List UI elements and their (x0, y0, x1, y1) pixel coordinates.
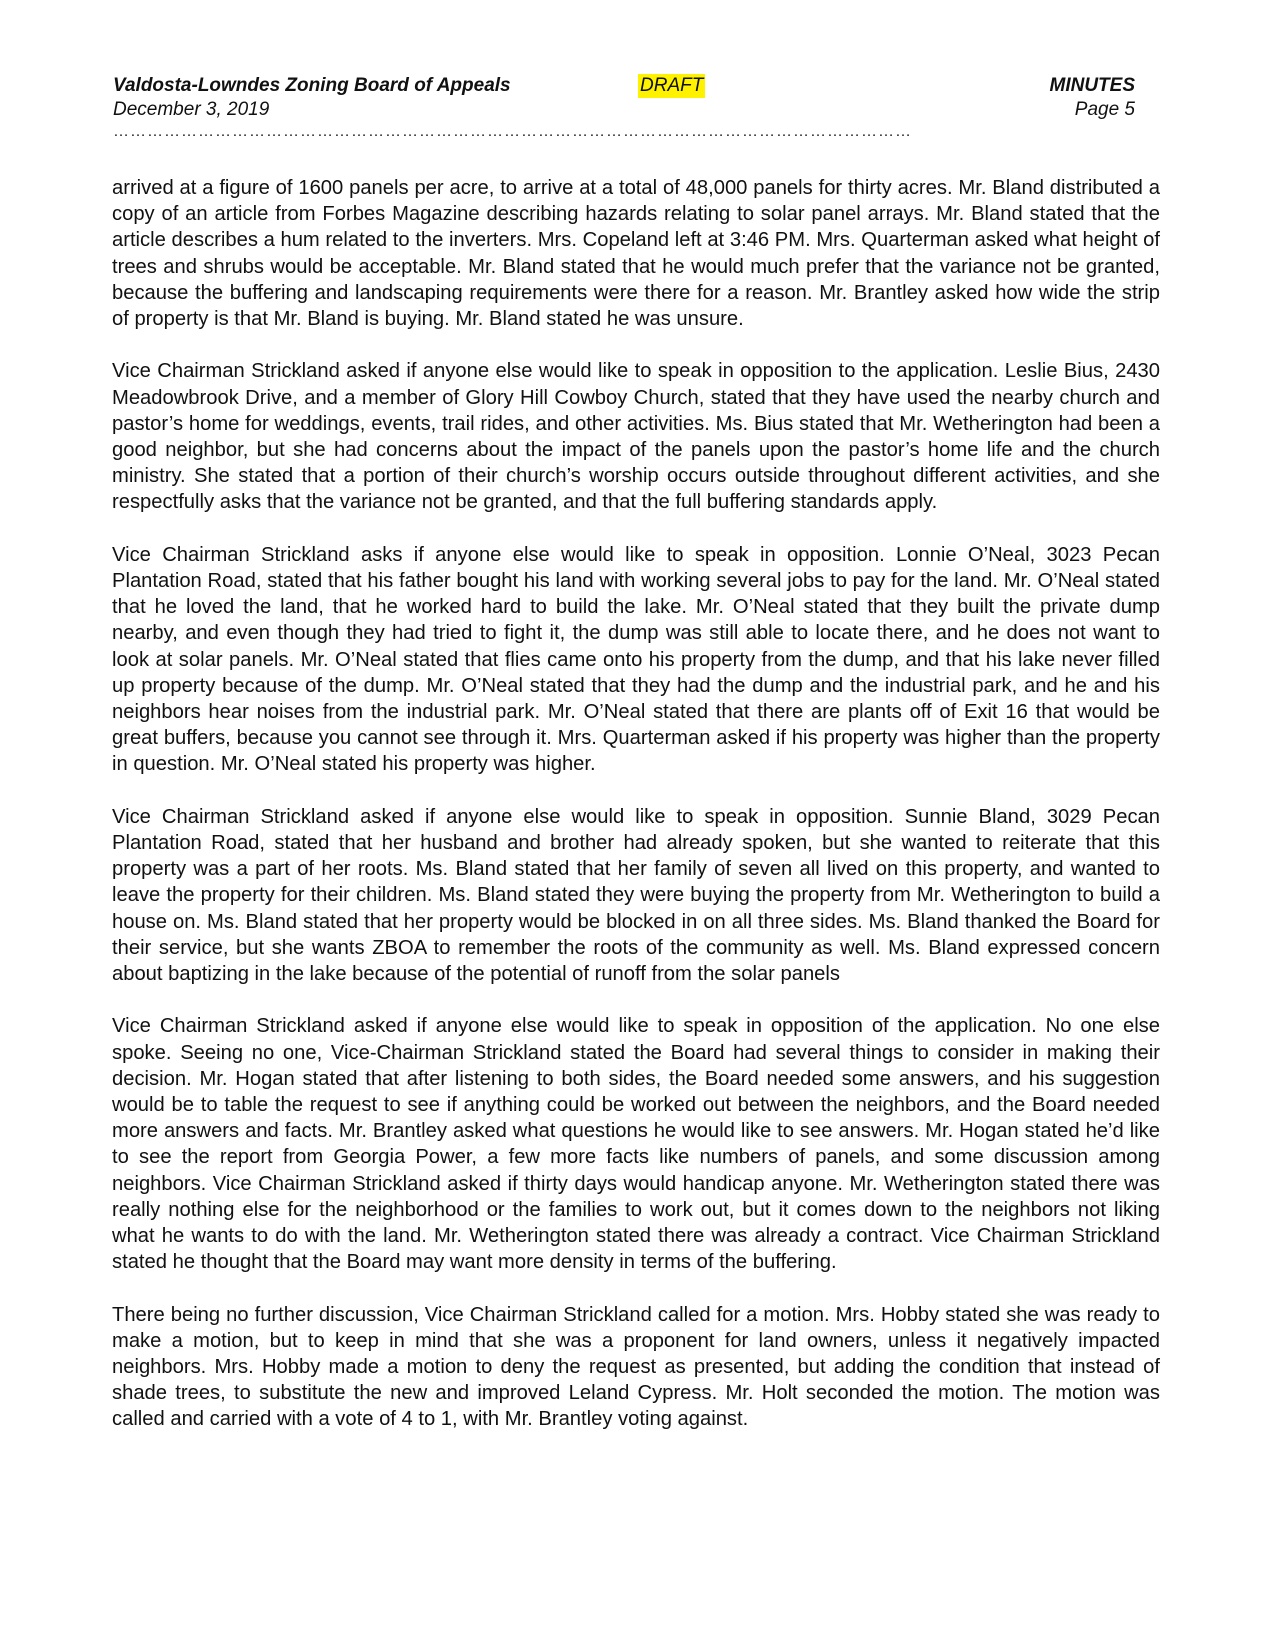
paragraph: arrived at a figure of 1600 panels per acre, to arrive at a total of 48,000 panels for thirty acres. Mr. Bland distributed a copy of an article from Forbes Magazine describing hazards relating to solar panel arrays. Mr. Bland stated that the article describes a hum related to the inverters. Mrs. Copeland left at 3:46 PM. Mrs. Quarterman asked what height of trees and shrubs would be acceptable. Mr. Bland stated that he would much prefer that the variance not be granted, because the buffering and landscaping requirements were there for a reason. Mr. Brantley asked how wide the strip of property is that Mr. Bland is buying. Mr. Bland stated he was unsure. (112, 177, 1160, 331)
dotted-divider: …………………………………………………………………………………………………………………………… (113, 123, 912, 140)
header-row-top (113, 74, 1135, 98)
document-type: MINUTES (1049, 75, 1135, 96)
meeting-date: December 3, 2019 (113, 99, 270, 120)
paragraph: There being no further discussion, Vice Chairman Strickland called for a motion. Mrs. Hobby stated she was ready to make a motion, but to keep in mind that she was a proponent for land owners, unless it negatively impacted neighbors. Mrs. Hobby made a motion to deny the request as presented, but adding the condition that instead of shade trees, to substitute the new and improved Leland Cypress. Mr. Holt seconded the motion. The motion was called and carried with a vote of 4 to 1, with Mr. Brantley voting against. (112, 1303, 1160, 1431)
page-header (113, 74, 1135, 122)
header-row-bottom (113, 98, 1135, 122)
draft-label: DRAFT (640, 75, 704, 96)
paragraph: Vice Chairman Strickland asks if anyone else would like to speak in opposition. Lonnie O’Neal, 3023 Pecan Plantation Road, stated that his father bought his land with working several jobs to pay for the land. Mr. O’Neal stated that he loved the land, that he worked hard to build the lake. Mr. O’Neal stated that they built the private dump nearby, and even though they had tried to fight it, the dump was still able to locate there, and he does not want to look at solar panels. Mr. O’Neal stated that flies came onto his property from the dump, and that his lake never filled up property because of the dump. Mr. O’Neal stated that they had the dump and the industrial park, and he and his neighbors hear noises from the industrial park. Mr. O’Neal stated that there are plants off of Exit 16 that would be great buffers, because you cannot see through it. Mrs. Quarterman asked if his property was higher than the property in question. Mr. O’Neal stated his property was higher. (112, 543, 1160, 776)
paragraph: Vice Chairman Strickland asked if anyone else would like to speak in opposition of the application. No one else spoke. Seeing no one, Vice-Chairman Strickland stated the Board had several things to consider in making their decision. Mr. Hogan stated that after listening to both sides, the Board needed some answers, and his suggestion would be to table the request to see if anything could be worked out between the neighbors, and the Board needed more answers and facts. Mr. Brantley asked what questions he would like to see answers. Mr. Hogan stated he’d like to see the report from Georgia Power, a few more facts like numbers of panels, and some discussion among neighbors. Vice Chairman Strickland asked if thirty days would handicap anyone. Mr. Wetherington stated there was really nothing else for the neighborhood or the families to work out, but it comes down to the neighbors not liking what he wants to do with the land. Mr. Wetherington stated there was already a contract. Vice Chairman Strickland stated he thought that the Board may want more density in terms of the buffering. (112, 1015, 1160, 1274)
paragraph: Vice Chairman Strickland asked if anyone else would like to speak in opposition to the application. Leslie Bius, 2430 Meadowbrook Drive, and a member of Glory Hill Cowboy Church, stated that they have used the nearby church and pastor’s home for weddings, events, trail rides, and other activities. Ms. Bius stated that Mr. Wetherington had been a good neighbor, but she had concerns about the impact of the panels upon the pastor’s home life and the church ministry. She stated that a portion of their church’s worship occurs outside throughout different activities, and she respectfully asks that the variance not be granted, and that the full buffering standards apply. (112, 360, 1160, 514)
page-number: Page 5 (1074, 99, 1135, 120)
minutes-body (112, 175, 1160, 1459)
organization-name: Valdosta-Lowndes Zoning Board of Appeals (113, 75, 511, 96)
paragraph: Vice Chairman Strickland asked if anyone else would like to speak in opposition. Sunnie Bland, 3029 Pecan Plantation Road, stated that her husband and brother had already spoken, but she wanted to reiterate that this property was a part of her roots. Ms. Bland stated that her family of seven all lived on this property, and wanted to leave the property for their children. Ms. Bland stated they were buying the property from Mr. Wetherington to build a house on. Ms. Bland stated that her property would be blocked in on all three sides. Ms. Bland thanked the Board for their service, but she wants ZBOA to remember the roots of the community as well. Ms. Bland expressed concern about baptizing in the lake because of the potential of runoff from the solar panels (112, 805, 1160, 986)
